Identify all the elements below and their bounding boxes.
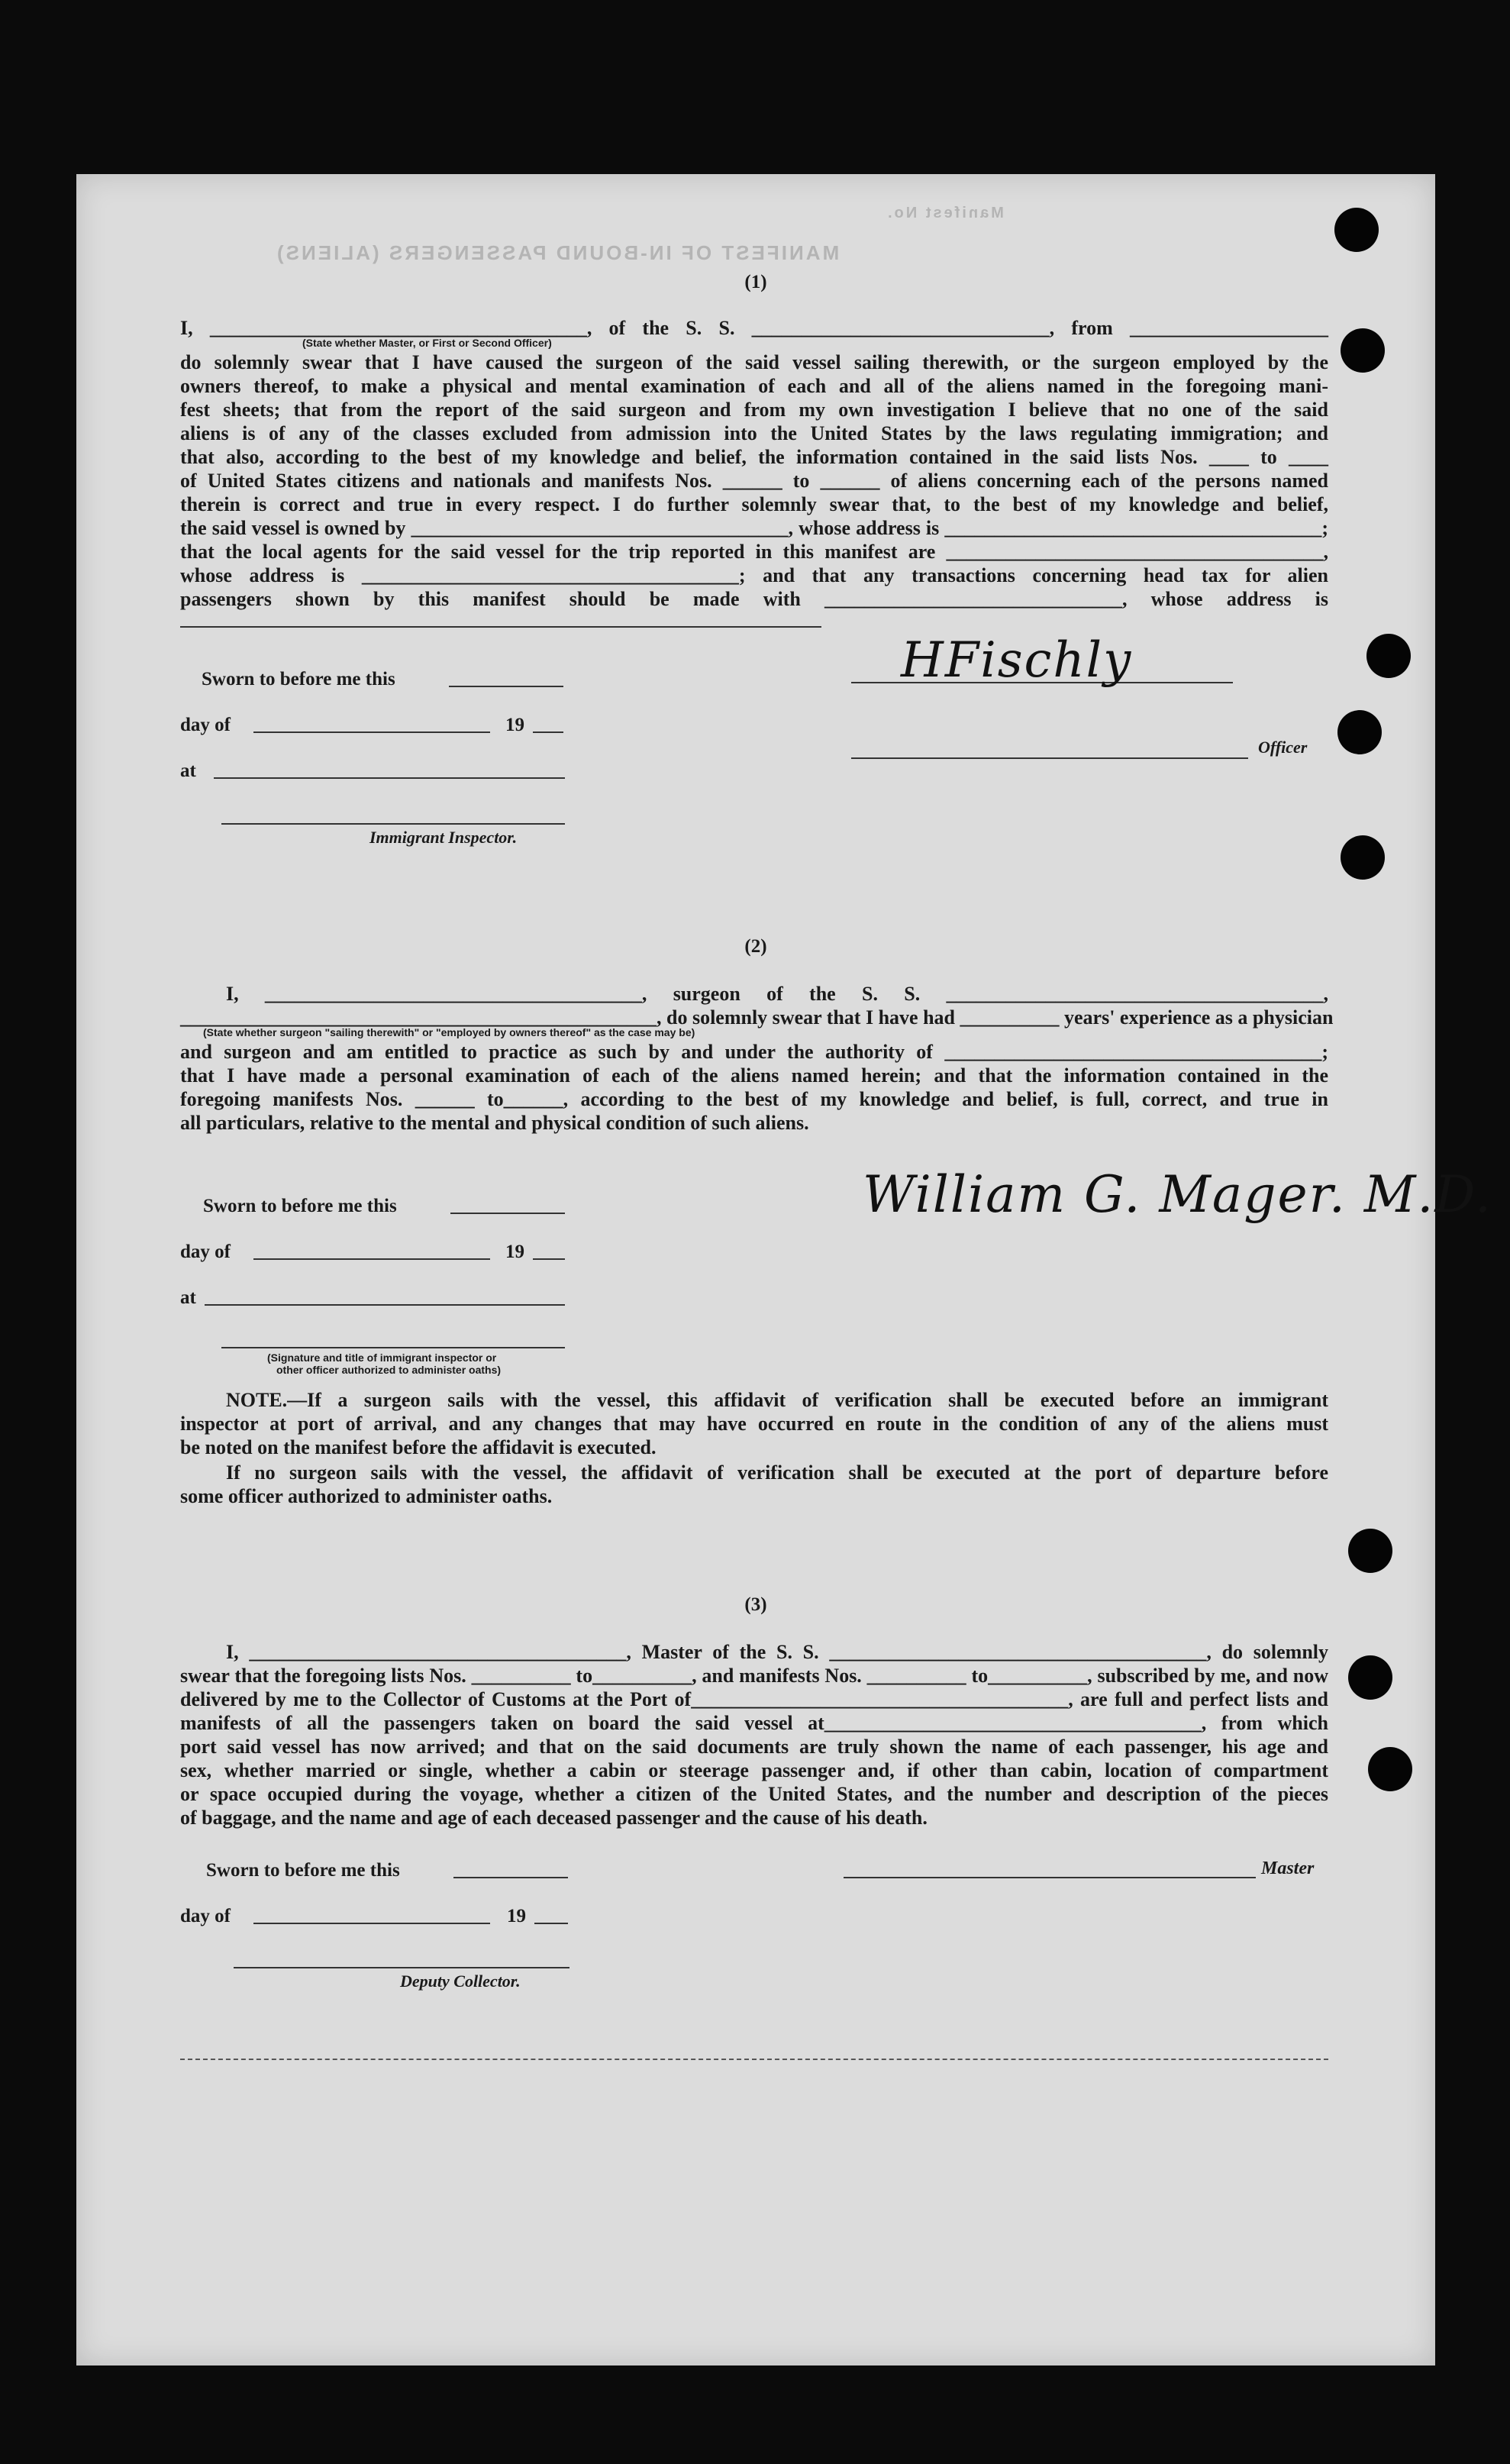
section-2-note	[180, 1388, 1328, 1508]
surgeon-signature: William G. Mager. M.D.	[863, 1165, 1492, 1224]
oath-line: port said vessel has now arrived; and that on the said documents are truly shown the name of each passenger, his age and	[180, 1736, 1328, 1758]
section-2-number: (2)	[744, 936, 767, 957]
oath-line: I, ______________________________________, of the S. S. ______________________________, from ____________________	[180, 317, 1328, 339]
address-line	[180, 626, 821, 628]
oath-line: or space occupied during the voyage, whether a citizen of the United States, and the number and description of the pieces	[180, 1783, 1328, 1805]
note-line: be noted on the manifest before the affidavit is executed.	[180, 1436, 657, 1458]
note-line: inspector at port of arrival, and any changes that may have occurred en route in the condition of any of the aliens must	[180, 1413, 1328, 1435]
day-of-label-1: day of	[180, 715, 231, 735]
oath-line: that also, according to the best of my knowledge and belief, the information contained in the said lists Nos. ____ to ____	[180, 446, 1328, 468]
year-line-3	[534, 1923, 568, 1924]
day-of-label-2: day of	[180, 1242, 231, 1262]
section-3-oath	[180, 1640, 1328, 1829]
authorized-caption-1: (Signature and title of immigrant inspector or	[267, 1351, 497, 1364]
day-of-label-3: day of	[180, 1906, 231, 1926]
master-label: Master	[1261, 1858, 1315, 1878]
oath-line: all particulars, relative to the mental and physical condition of such aliens.	[180, 1112, 809, 1134]
oath-line: of United States citizens and nationals and manifests Nos. ______ to ______ of aliens concerning each of the persons named	[180, 470, 1328, 492]
bleed-through-manifest-no: Manifest No.	[886, 205, 1004, 221]
section-2-oath	[180, 982, 1334, 1135]
oath-line: do solemnly swear that I have caused the surgeon of the said vessel sailing therewith, or the surgeon employed by the	[180, 351, 1328, 373]
authorized-caption-2: other officer authorized to administer oaths)	[276, 1364, 502, 1376]
sworn-label-1: Sworn to before me this	[202, 669, 395, 689]
binder-hole	[1368, 1747, 1412, 1791]
binder-hole	[1337, 710, 1382, 754]
at-line-1	[214, 777, 565, 779]
at-label-2: at	[180, 1287, 196, 1308]
oath-line: that the local agents for the said vessel for the trip reported in this manifest are ______________________________________,	[180, 541, 1328, 563]
bleed-through-header: MANIFEST OF IN-BOUND PASSENGERS (ALIENS)	[275, 241, 840, 264]
year-label-3: 19	[507, 1906, 526, 1926]
oath-line: manifests of all the passengers taken on board the said vessel at______________________________________, from which	[180, 1712, 1328, 1734]
sworn-label-3: Sworn to before me this	[206, 1860, 400, 1881]
oath-line: therein is correct and true in every respect. I do further solemnly swear that, to the best of my knowledge and belief,	[180, 493, 1328, 515]
deputy-line	[234, 1967, 569, 1968]
authorized-line	[221, 1347, 565, 1348]
at-line-2	[205, 1304, 565, 1306]
bottom-rule	[180, 2059, 1328, 2060]
year-line-2	[533, 1258, 565, 1260]
year-label-2: 19	[505, 1242, 524, 1262]
officer-label: Officer	[1258, 738, 1308, 757]
oath-line: and surgeon and am entitled to practice as such by and under the authority of ______________________________________;	[180, 1041, 1328, 1063]
oath-line: passengers shown by this manifest should be made with ______________________________, whose address is	[180, 588, 1328, 610]
oath-line: whose address is ______________________________________; and that any transactions concerning head tax for alien	[180, 564, 1328, 586]
oath-line: that I have made a personal examination of each of the aliens named herein; and that the information contained in the	[180, 1064, 1328, 1087]
day-line-3	[253, 1923, 490, 1924]
oath-line: the said vessel is owned by ______________________________________, whose address is ______________________________________;	[180, 517, 1328, 539]
section-3-number: (3)	[744, 1594, 767, 1615]
note-line: If no surgeon sails with the vessel, the affidavit of verification shall be executed at the port of departure before	[226, 1461, 1328, 1484]
year-label-1: 19	[505, 715, 524, 735]
year-line-1	[533, 731, 563, 733]
officer-line	[851, 757, 1248, 759]
oath-line: swear that the foregoing lists Nos. __________ to__________, and manifests Nos. __________ to__________, subscribed by me, and now	[180, 1665, 1328, 1687]
oath-line: I, ______________________________________, surgeon of the S. S. ______________________________________,	[226, 983, 1328, 1005]
binder-hole	[1334, 208, 1379, 252]
sworn-label-2: Sworn to before me this	[203, 1196, 397, 1216]
binder-hole	[1348, 1655, 1392, 1700]
oath-line: foregoing manifests Nos. ______ to______, according to the best of my knowledge and belief, is full, correct, and true in	[180, 1088, 1328, 1110]
oath-line: fest sheets; that from the report of the said surgeon and from my own investigation I believe that no one of the said	[180, 399, 1328, 421]
oath-line: aliens is of any of the classes excluded from admission into the United States by the laws regulating immigration; and	[180, 422, 1328, 444]
day-line-2	[253, 1258, 490, 1260]
oath-line: of baggage, and the name and age of each deceased passenger and the cause of his death.	[180, 1807, 928, 1829]
section-1-number: (1)	[744, 272, 767, 292]
deputy-collector-label: Deputy Collector.	[400, 1972, 521, 1991]
note-line: some officer authorized to administer oaths.	[180, 1485, 553, 1507]
document-page	[76, 174, 1492, 2366]
surgeon-caption: (State whether surgeon "sailing therewith" or "employed by owners thereof" as the case may be)	[203, 1026, 695, 1038]
oath-line: ________________________________________________, do solemnly swear that I have had __________ years' experience as a physician	[180, 1006, 1334, 1029]
oath-line: owners thereof, to make a physical and mental examination of each and all of the aliens named in the foregoing mani-	[180, 375, 1328, 397]
oath-line: delivered by me to the Collector of Customs at the Port of______________________________________, are full and perfect lists and	[180, 1688, 1328, 1710]
sworn-line-1	[449, 686, 563, 687]
section-1-oath	[180, 316, 1328, 611]
immigrant-inspector-label: Immigrant Inspector.	[369, 828, 518, 847]
binder-hole	[1341, 328, 1385, 373]
note-line: NOTE.—If a surgeon sails with the vessel, this affidavit of verification shall be executed before an immigrant	[226, 1389, 1328, 1411]
binder-hole	[1348, 1529, 1392, 1573]
master-line	[844, 1877, 1256, 1878]
officer-signature: HFischly	[901, 632, 1133, 689]
binder-hole	[1366, 634, 1411, 678]
day-line-1	[253, 731, 490, 733]
officer-caption: (State whether Master, or First or Second Officer)	[302, 337, 552, 349]
inspector-line-1	[221, 823, 565, 825]
oath-line: I, ______________________________________, Master of the S. S. ______________________________________, do solemnly	[226, 1641, 1328, 1663]
binder-hole	[1341, 835, 1385, 880]
sworn-line-2	[450, 1213, 565, 1214]
at-label-1: at	[180, 761, 196, 781]
oath-line: sex, whether married or single, whether a cabin or steerage passenger and, if other than cabin, location of compartment	[180, 1759, 1328, 1781]
sworn-line-3	[453, 1877, 568, 1878]
